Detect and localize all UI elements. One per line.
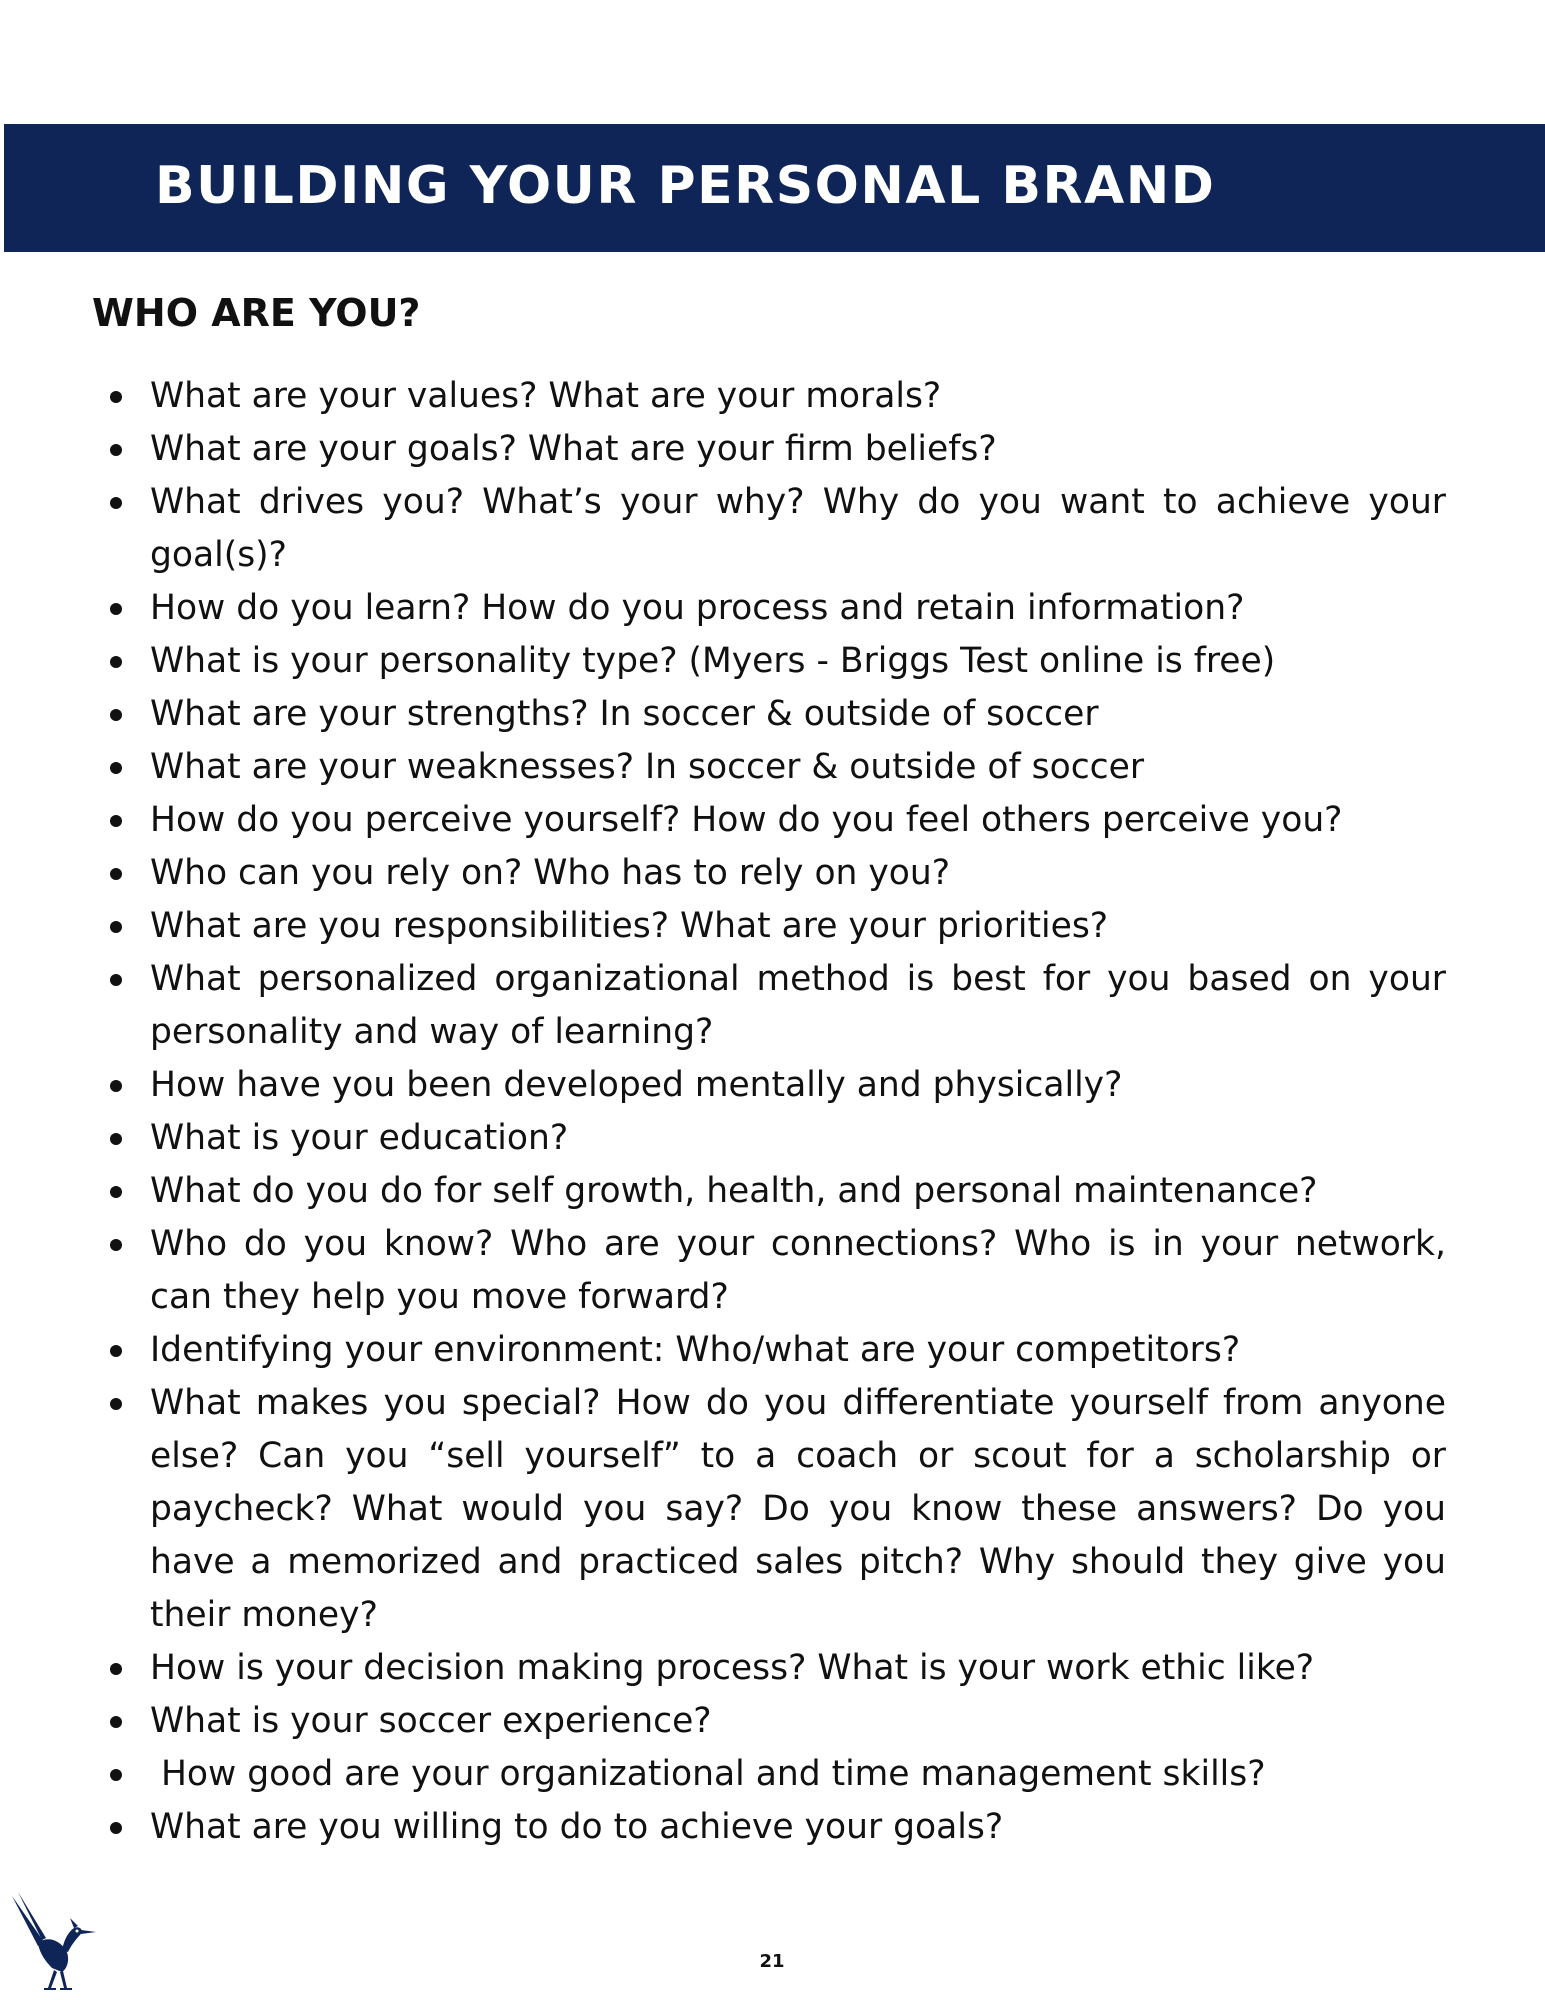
question-text: What personalized organizational method is best for you based on your personality and way of learning? <box>150 959 1446 1052</box>
bullet-icon <box>110 1239 122 1251</box>
list-item <box>150 1112 1446 1165</box>
question-text: Who can you rely on? Who has to rely on you? <box>150 853 951 893</box>
question-text: How have you been developed mentally and physically? <box>150 1065 1123 1105</box>
bullet-icon <box>110 656 122 668</box>
question-text: What is your personality type? (Myers - Briggs Test online is free) <box>150 641 1276 681</box>
bullet-icon <box>110 1345 122 1357</box>
list-item <box>150 423 1446 476</box>
roadrunner-logo-icon <box>8 1888 100 1992</box>
bullet-icon <box>110 444 122 456</box>
bullet-icon <box>110 868 122 880</box>
bullet-icon <box>110 1663 122 1675</box>
question-text: What are your goals? What are your firm beliefs? <box>150 429 997 469</box>
list-item <box>150 741 1446 794</box>
list-item <box>150 1695 1446 1748</box>
page-title: BUILDING YOUR PERSONAL BRAND <box>155 156 1216 216</box>
bullet-icon <box>110 974 122 986</box>
list-item <box>150 1165 1446 1218</box>
question-text: Identifying your environment: Who/what are your competitors? <box>150 1330 1241 1370</box>
list-item <box>150 1218 1446 1324</box>
bullet-icon <box>110 1822 122 1834</box>
list-item <box>150 688 1446 741</box>
bullet-icon <box>110 391 122 403</box>
question-text: What drives you? What’s your why? Why do you want to achieve your goal(s)? <box>150 482 1446 575</box>
list-item <box>150 635 1446 688</box>
bullet-icon <box>110 762 122 774</box>
list-item <box>150 370 1446 423</box>
list-item <box>150 900 1446 953</box>
question-text: What are your values? What are your morals? <box>150 376 942 416</box>
question-text: What is your soccer experience? <box>150 1701 712 1741</box>
bullet-icon <box>110 1133 122 1145</box>
bullet-icon <box>110 1186 122 1198</box>
bullet-icon <box>110 1398 122 1410</box>
list-item <box>150 1748 1446 1801</box>
list-item <box>150 1642 1446 1695</box>
question-text: What are your weaknesses? In soccer & outside of soccer <box>150 747 1145 787</box>
list-item <box>150 582 1446 635</box>
question-list <box>150 370 1446 1854</box>
title-banner <box>4 124 1545 252</box>
bullet-icon <box>110 603 122 615</box>
question-text: What makes you special? How do you differentiate yourself from anyone else? Can you “sell yourself” to a coach or scout for a scholarship or paycheck? What would you say? Do you know these answers? Do you have a memorized and practiced sales pitch? Why should they give you their money? <box>150 1383 1446 1635</box>
bullet-icon <box>110 815 122 827</box>
page-number: 21 <box>759 1951 785 1972</box>
bullet-icon <box>110 709 122 721</box>
question-text: What are your strengths? In soccer & outside of soccer <box>150 694 1099 734</box>
bullet-icon <box>110 1769 122 1781</box>
list-item <box>150 847 1446 900</box>
list-item <box>150 1059 1446 1112</box>
section-heading: WHO ARE YOU? <box>92 291 421 335</box>
bullet-icon <box>110 1080 122 1092</box>
list-item <box>150 794 1446 847</box>
list-item <box>150 1324 1446 1377</box>
question-text: Who do you know? Who are your connections? Who is in your network, can they help you move forward? <box>150 1224 1446 1317</box>
question-text: What are you responsibilities? What are your priorities? <box>150 906 1109 946</box>
question-text: What are you willing to do to achieve your goals? <box>150 1807 1004 1847</box>
question-text: How do you learn? How do you process and retain information? <box>150 588 1245 628</box>
bullet-icon <box>110 1716 122 1728</box>
question-text: How do you perceive yourself? How do you feel others perceive you? <box>150 800 1343 840</box>
question-text: How good are your organizational and time management skills? <box>150 1754 1266 1794</box>
question-text: What do you do for self growth, health, and personal maintenance? <box>150 1171 1318 1211</box>
list-item <box>150 953 1446 1059</box>
question-text: How is your decision making process? What is your work ethic like? <box>150 1648 1315 1688</box>
list-item <box>150 476 1446 582</box>
list-item <box>150 1377 1446 1642</box>
list-item <box>150 1801 1446 1854</box>
bullet-icon <box>110 921 122 933</box>
bullet-icon <box>110 497 122 509</box>
question-text: What is your education? <box>150 1118 569 1158</box>
